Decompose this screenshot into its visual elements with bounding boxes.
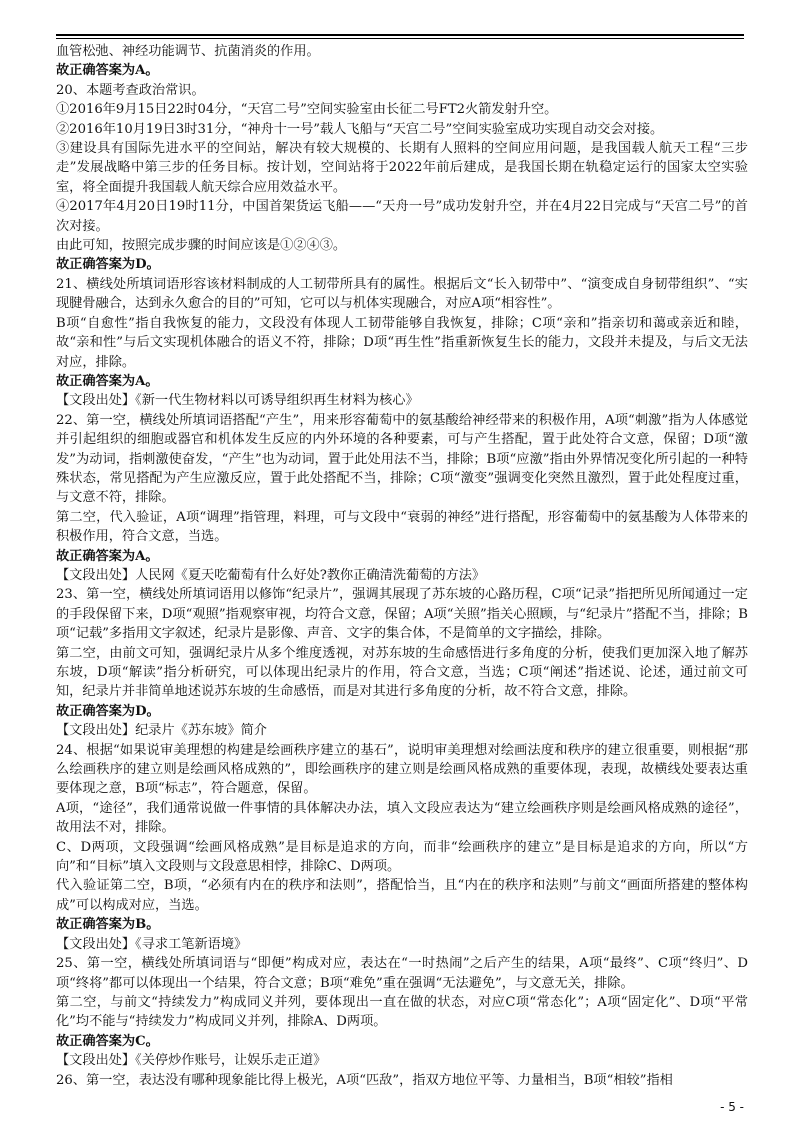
paragraph: 20、本题考查政治常识。 xyxy=(56,82,205,98)
paragraph: 【文段出处】《关停炒作账号，让娱乐走正道》 xyxy=(56,1053,327,1069)
paragraph: B项“自愈性”指自我恢复的能力，文段没有体现人工韧带能够自我恢复，排除；C项“亲和”指亲切和蔼或亲近和睦，故“亲和性”与后文实现机体融合的语义不符，排除；D项“再生性”指重新恢复生长的能力，文段并未提及，与后文无法对应，排除。 xyxy=(56,315,748,370)
paragraph: 【文段出处】人民网《夏天吃葡萄有什么好处?教你正确清洗葡萄的方法》 xyxy=(56,567,486,583)
paragraph: 第二空，与前文“持续发力”构成同义并列，要体现出一直在做的状态，对应C项“常态化”；A项“固定化”、D项“平常化”均不能与“持续发力”构成同义并列，排除A、D两项。 xyxy=(56,994,748,1030)
header-rule-thick xyxy=(56,34,744,36)
paragraph: 【文段出处】《新一代生物材料以可诱导组织再生材料为核心》 xyxy=(56,393,419,409)
paragraph: ④2017年4月20日19时11分，中国首架货运飞船——“天舟一号”成功发射升空，并在4月22日完成与“天宫二号”的首次对接。 xyxy=(56,199,748,234)
paragraph: 代入验证第二空，B项，“必须有内在的秩序和法则”，搭配恰当，且“内在的秩序和法则”与前文“画面所搭建的整体构成”可以构成对应，当选。 xyxy=(56,878,748,913)
answer-line: 故正确答案为D。 xyxy=(56,257,160,273)
answer-line: 故正确答案为A。 xyxy=(56,373,159,389)
answer-line: 故正确答案为D。 xyxy=(56,703,160,719)
paragraph: ①2016年9月15日22时04分，“天宫二号”空间实验室由长征二号FT2火箭发射升空。 xyxy=(56,102,558,118)
header-rule-thin xyxy=(56,38,744,39)
paragraph: 24、根据“如果说审美理想的构建是绘画秩序建立的基石”，说明审美理想对绘画法度和秩序的建立很重要，则根据“那么绘画秩序的建立则是绘画风格成熟的”，即绘画秩序的建立则是绘画风格成熟的重要体现，表现，故横线处要表达重要体现之意，B项“标志”，符合题意，保留。 xyxy=(56,742,748,797)
paragraph: 25、第一空，横线处所填词语与“即便”构成对应，表达在“一时热闹”之后产生的结果，A项“最终”、C项“终归”、D项“终将”都可以体现出一个结果，符合文意；B项“难免”重在强调“无法避免”，与文意无关，排除。 xyxy=(56,956,748,991)
paragraph: 【文段出处】纪录片《苏东坡》简介 xyxy=(56,723,267,739)
paragraph: 血管松弛、神经功能调节、抗菌消炎的作用。 xyxy=(56,44,320,59)
paragraph: 23、第一空，横线处所填词语用以修饰“纪录片”，强调其展现了苏东坡的心路历程，C项“记录”指把所见所闻通过一定的手段保留下来，D项“观照”指观察审视，均符合文意，保留；A项“关照”指关心照顾，与“纪录片”搭配不当，排除；B项“记载”多指用文字叙述，纪录片是影像、声音、文字的集合体，不是简单的文字描绘，排除。 xyxy=(56,587,748,642)
paragraph: ③建设具有国际先进水平的空间站，解决有较大规模的、长期有人照料的空间应用问题，是我国载人航天工程“三步走”发展战略中第三步的任务目标。按计划，空间站将于2022年前后建成，是我国长期在轨稳定运行的国家太空实验室，将全面提升我国载人航天综合应用效益水平。 xyxy=(56,141,748,195)
paragraph: 由此可知，按照完成步骤的时间应该是①②④③。 xyxy=(56,238,347,254)
answer-line: 故正确答案为B。 xyxy=(56,917,160,933)
answer-line: 故正确答案为A。 xyxy=(56,548,159,564)
paragraph: ②2016年10月19日3时31分，“神舟十一号”载人飞船与“天宫二号”空间实验室成功实现自动交会对接。 xyxy=(56,121,664,137)
paragraph: 26、第一空，表达没有哪种现象能比得上极光，A项“匹敌”，指双方地位平等、力量相当，B项“相较”指相 xyxy=(56,1072,673,1088)
paragraph: 【文段出处】《寻求工笔新语境》 xyxy=(56,936,248,952)
paragraph: A项，“途径”，我们通常说做一件事情的具体解决办法，填入文段应表达为“建立绘画秩序则是绘画风格成熟的途径”，故用法不对，排除。 xyxy=(56,800,748,836)
paragraph: 22、第一空，横线处所填词语搭配“产生”，用来形容葡萄中的氨基酸给神经带来的积极作用，A项“刺激”指为人体感觉并引起组织的细胞或器官和机体发生反应的内外环境的各种要素，可与产生搭配，置于此处符合文意，保留；D项“激发”为动词，指刺激使奋发，“产生”也为动词，置于此处用法不当，排除；B项“应激”指由外界情况变化所引起的一种特殊状态，常见搭配为产生应激反应，置于此处搭配不当，排除；C项“激变”强调变化突然且激烈，置于此处程度过重，与文意不符，排除。 xyxy=(56,412,748,506)
answer-line: 故正确答案为A。 xyxy=(56,63,159,79)
answer-line: 故正确答案为C。 xyxy=(56,1033,159,1049)
paragraph: 第二空，代入验证，A项“调理”指管理，料理，可与文段中“衰弱的神经”进行搭配，形容葡萄中的氨基酸为人体带来的积极作用，符合文意，当选。 xyxy=(56,509,748,545)
paragraph: 21、横线处所填词语形容该材料制成的人工韧带所具有的属性。根据后文“长入韧带中”、“演变成自身韧带组织”、“实现腱骨融合，达到永久愈合的目的”可知，它可以与机体实现融合，对应A项“相容性”。 xyxy=(56,276,748,312)
document-body xyxy=(56,42,748,1090)
paragraph: C、D两项，文段强调“绘画风格成熟”是目标是追求的方向，而非“绘画秩序的建立”是目标是追求的方向，所以“方向”和“目标”填入文段则与文段意思相悖，排除C、D两项。 xyxy=(56,839,748,875)
page-number: - 5 - xyxy=(720,1100,744,1114)
paragraph: 第二空，由前文可知，强调纪录片从多个维度透视，对苏东坡的生命感悟进行多角度的分析，使我们更加深入地了解苏东坡，D项“解读”指分析研究，可以体现出纪录片的作用，符合文意，当选；C项“阐述”指述说、论述，通过前文可知，纪录片并非简单地述说苏东坡的生命感悟，而是对其进行多角度的分析，故不符合文意，排除。 xyxy=(56,645,748,700)
